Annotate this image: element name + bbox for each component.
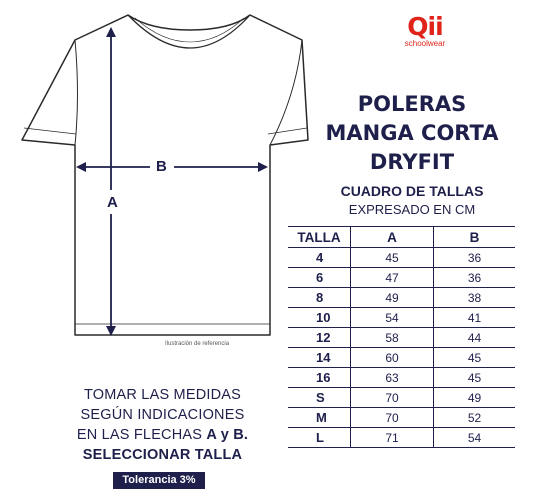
measure-b-cell: 49 xyxy=(434,388,516,408)
measure-a-cell: 58 xyxy=(351,328,434,348)
instruction-line-4: SELECCIONAR TALLA xyxy=(82,447,243,463)
size-cell: M xyxy=(288,408,351,428)
measure-a-cell: 54 xyxy=(351,308,434,328)
table-row xyxy=(288,348,515,368)
measure-instructions xyxy=(40,385,285,465)
measure-a-cell: 71 xyxy=(351,428,434,448)
instruction-line-3-prefix: EN LAS FLECHAS xyxy=(76,427,207,443)
measure-b-cell: 41 xyxy=(434,308,516,328)
size-cell: S xyxy=(288,388,351,408)
size-cell: 4 xyxy=(288,248,351,268)
measure-b-label: B xyxy=(156,158,167,175)
table-row xyxy=(288,388,515,408)
measure-a-cell: 60 xyxy=(351,348,434,368)
measure-a-cell: 47 xyxy=(351,268,434,288)
table-row xyxy=(288,428,515,448)
header-b: B xyxy=(434,227,516,248)
illustration-note: Ilustración de referencia xyxy=(165,341,230,347)
measure-b-cell: 36 xyxy=(434,268,516,288)
size-cell: 16 xyxy=(288,368,351,388)
measure-a-cell: 63 xyxy=(351,368,434,388)
size-chart-heading: CUADRO DE TALLAS xyxy=(340,183,484,199)
instruction-line-3 xyxy=(40,425,285,445)
tshirt-drawing xyxy=(0,0,330,360)
measure-a-label: A xyxy=(107,194,118,211)
measure-b-cell: 36 xyxy=(434,248,516,268)
tshirt-illustration xyxy=(0,0,330,360)
header-a: A xyxy=(351,227,434,248)
product-title xyxy=(320,90,504,177)
measure-a-cell: 70 xyxy=(351,388,434,408)
size-table xyxy=(288,226,515,448)
table-row xyxy=(288,408,515,428)
measure-a-cell: 70 xyxy=(351,408,434,428)
measure-b-cell: 45 xyxy=(434,368,516,388)
measure-b-cell: 54 xyxy=(434,428,516,448)
table-row xyxy=(288,368,515,388)
table-row xyxy=(288,308,515,328)
measure-b-cell: 52 xyxy=(434,408,516,428)
brand-logo xyxy=(396,12,454,49)
size-cell: 12 xyxy=(288,328,351,348)
size-cell: L xyxy=(288,428,351,448)
instruction-arrows-ref: A y B. xyxy=(206,427,249,443)
size-cell: 6 xyxy=(288,268,351,288)
header-talla: TALLA xyxy=(288,227,351,248)
units-note: EXPRESADO EN CM xyxy=(348,202,476,217)
logo-subtext: schoolwear xyxy=(404,39,446,48)
size-cell: 14 xyxy=(288,348,351,368)
title-line-2: MANGA CORTA xyxy=(325,121,499,145)
logo-mark: Qii xyxy=(407,12,443,41)
table-row xyxy=(288,268,515,288)
title-line-1: POLERAS xyxy=(357,92,467,116)
measure-a-cell: 45 xyxy=(351,248,434,268)
table-row xyxy=(288,288,515,308)
table-row xyxy=(288,248,515,268)
size-cell: 10 xyxy=(288,308,351,328)
measure-b-cell: 44 xyxy=(434,328,516,348)
measure-b-cell: 45 xyxy=(434,348,516,368)
size-cell: 8 xyxy=(288,288,351,308)
instruction-line-1: TOMAR LAS MEDIDAS xyxy=(83,387,242,403)
instruction-line-2: SEGÚN INDICACIONES xyxy=(80,407,245,423)
measure-b-cell: 38 xyxy=(434,288,516,308)
table-header-row xyxy=(288,227,515,248)
table-row xyxy=(288,328,515,348)
title-line-3: DRYFIT xyxy=(369,150,455,174)
tolerance-badge: Tolerancia 3% xyxy=(113,472,205,489)
measure-a-cell: 49 xyxy=(351,288,434,308)
